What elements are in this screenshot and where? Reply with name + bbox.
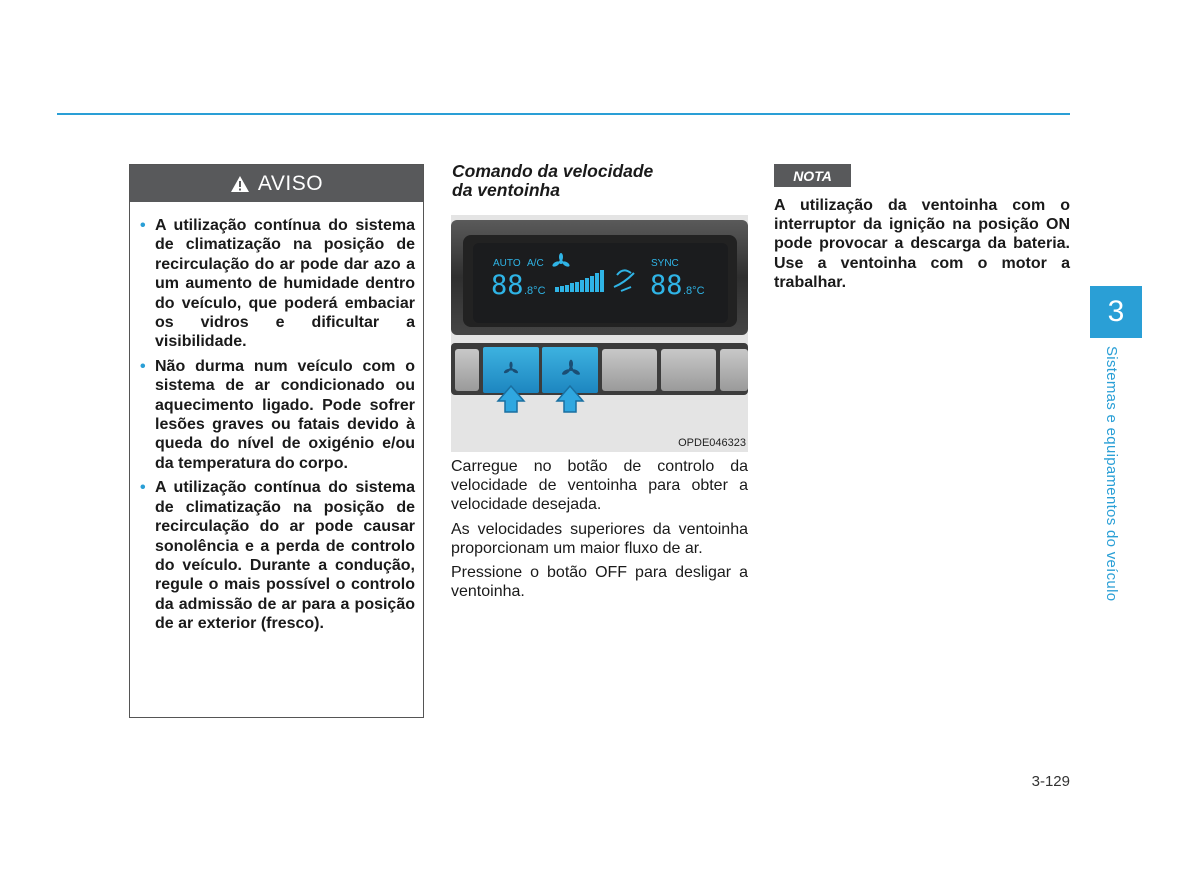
display-sync: SYNC bbox=[651, 258, 679, 269]
bullet-icon: • bbox=[140, 217, 146, 234]
panel-button bbox=[720, 349, 748, 391]
display-ac: A/C bbox=[527, 258, 544, 269]
warning-item: • Não durma num veículo com o sistema de ar condicionado ou aquecimento ligado. Pode sofrer lesões graves ou fatais devido à queda do nível de oxigénio e/ou da temperatura do corpo. bbox=[140, 357, 415, 472]
note-text: A utilização da ventoinha com o interruptor da ignição na posição ON pode provocar a descarga da bateria. Use a ventoinha com o motor a trabalhar. bbox=[774, 197, 1070, 291]
display-auto: AUTO bbox=[493, 258, 521, 269]
body-paragraph: Pressione o botão OFF para desligar a ventoinha. bbox=[451, 564, 748, 601]
display-digits-right: 88 bbox=[650, 270, 683, 301]
display-unit-right: .8°C bbox=[683, 285, 705, 297]
body-paragraph: Carregue no botão de controlo da velocidade de ventoinha para obter a velocidade desejada. bbox=[451, 458, 748, 514]
warning-header bbox=[130, 165, 423, 202]
climate-panel-illustration bbox=[451, 215, 748, 452]
body-text bbox=[451, 457, 748, 606]
panel-button bbox=[661, 349, 716, 391]
warning-title: AVISO bbox=[257, 171, 324, 195]
display-digits-left: 88 bbox=[491, 270, 524, 301]
warning-triangle-icon bbox=[230, 175, 250, 193]
climate-panel-figure bbox=[451, 215, 748, 452]
body-paragraph: As velocidades superiores da ventoinha proporcionam um maior fluxo de ar. bbox=[451, 520, 748, 557]
panel-button bbox=[602, 349, 657, 391]
chapter-title: Sistemas e equipamentos do veículo bbox=[1103, 346, 1120, 602]
display-unit-left: .8°C bbox=[524, 285, 546, 297]
warning-box bbox=[129, 164, 424, 718]
warning-item: • A utilização contínua do sistema de climatização na posição de recirculação do ar pode causar sonolência e a perda de controlo do veículo. Durante a condução, regule o mais possível o controlo da admissão de ar para a posição de ar exterior (fresco). bbox=[140, 479, 415, 633]
warning-item: • A utilização contínua do sistema de climatização na posição de recirculação do ar pode dar azo a um aumento de humidade dentro do veículo, que poderá embaciar os vidros e dificultar a visibilidade. bbox=[140, 217, 415, 351]
page-number: 3-129 bbox=[1031, 773, 1070, 790]
bullet-icon: • bbox=[140, 357, 146, 375]
note-label: NOTA bbox=[774, 164, 851, 187]
figure-code: OPDE046323 bbox=[678, 437, 746, 449]
top-rule bbox=[57, 113, 1070, 115]
chapter-number-tab: 3 bbox=[1090, 286, 1142, 338]
section-heading: Comando da velocidade da ventoinha bbox=[452, 161, 654, 200]
bullet-icon: • bbox=[140, 479, 146, 497]
warning-list bbox=[130, 202, 423, 634]
panel-button bbox=[455, 349, 479, 391]
